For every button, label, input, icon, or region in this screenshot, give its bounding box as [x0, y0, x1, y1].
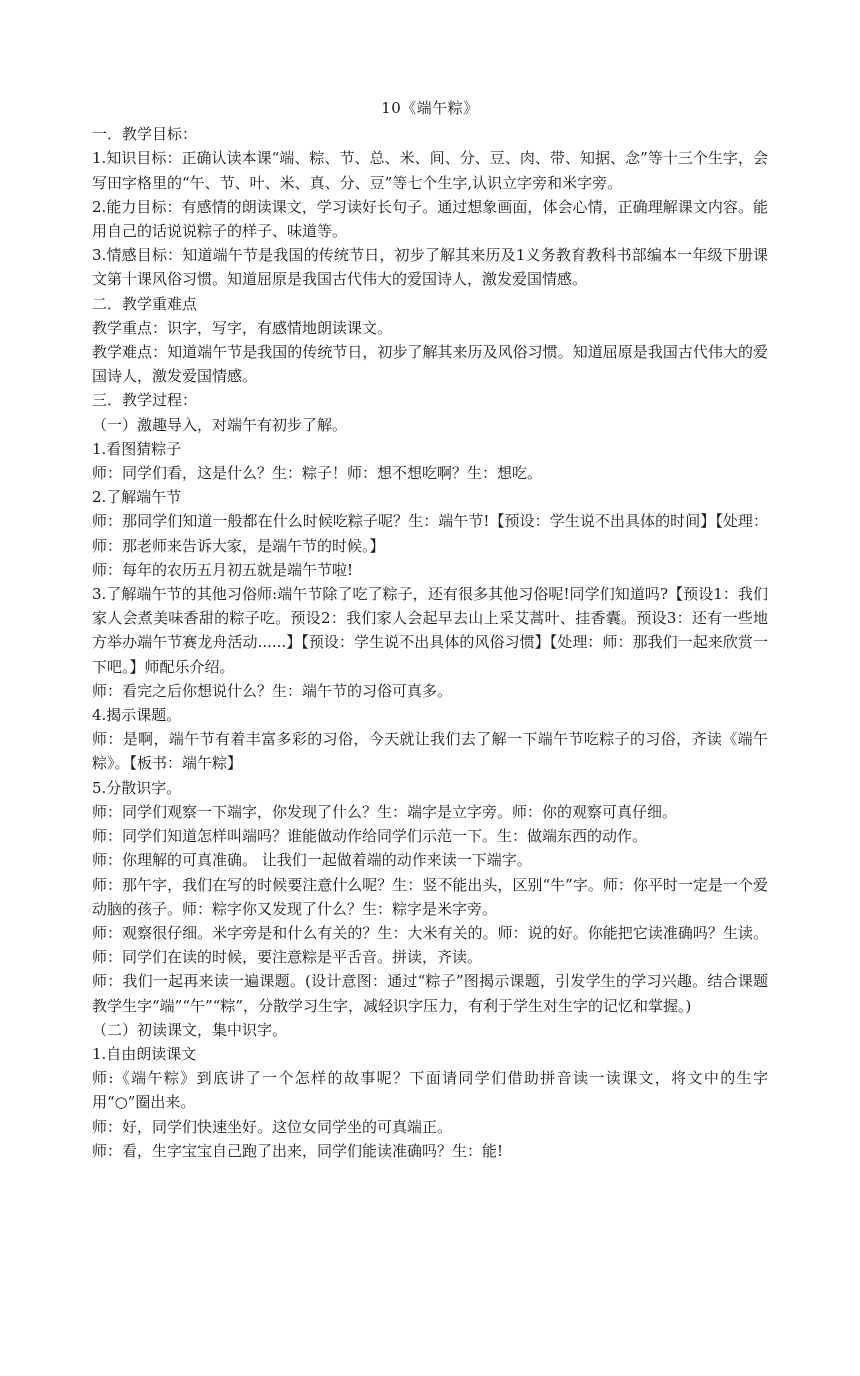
paragraph: 师：我们一起再来读一遍课题。(设计意图：通过“粽子”图揭示课题，引发学生的学习兴趣。结合课题教学生字“端”“午”“粽”，分散学习生字，减轻识字压力，有利于学生对生字的记忆和掌握。): [92, 972, 768, 1015]
paragraph: 1.看图猜粽子: [92, 439, 182, 458]
section-heading: 三．教学过程：: [92, 391, 198, 410]
paragraph: 5.分散识字。: [92, 778, 182, 797]
paragraph: 4.揭示课题。: [92, 706, 182, 725]
subsection-heading: （二）初读课文，集中识字。: [92, 1020, 288, 1039]
paragraph: 师：那同学们知道一般都在什么时候吃粽子呢？生：端午节!【预设：学生说不出具体的时间】【处理：师：那老师来告诉大家，是端午节的时候。】: [92, 512, 768, 555]
paragraph: 师：同学们观察一下端字，你发现了什么？生：端字是立字旁。师：你的观察可真仔细。: [92, 802, 678, 821]
paragraph: 师：同学们看，这是什么？生：粽子！师：想不想吃啊？生：想吃。: [92, 464, 543, 483]
document-title: 10《端午粽》: [381, 99, 479, 117]
paragraph: 3.情感目标：知道端午节是我国的传统节日，初步了解其来历及1义务教育教科书部编本一年级下册课文第十课风俗习惯。知道屈原是我国古代伟大的爱国诗人，激发爱国情感。: [92, 246, 768, 289]
paragraph: 师：同学们知道怎样叫端吗？谁能做动作给同学们示范一下。生：做端东西的动作。: [92, 827, 648, 846]
paragraph: 教学难点：知道端午节是我国的传统节日，初步了解其来历及风俗习惯。知道屈原是我国古代伟大的爱国诗人，激发爱国情感。: [92, 343, 768, 386]
paragraph: 师：你理解的可真准确。 让我们一起做着端的动作来读一下端字。: [92, 851, 532, 870]
paragraph: 2.能力目标：有感情的朗读课文，学习读好长句子。通过想象画面，体会心情，正确理解课文内容。能用自己的话说说粽子的样子、味道等。: [92, 197, 768, 241]
paragraph: 师：观察很仔细。米字旁是和什么有关的？生：大米有关的。师：说的好。你能把它读准确吗？生读。师：同学们在读的时候，要注意粽是平舌音。拼读，齐读。: [92, 923, 768, 967]
paragraph: 教学重点：识字，写字，有感情地朗读课文。: [92, 318, 393, 337]
paragraph: 一．教学目标：: [92, 125, 198, 144]
paragraph: 师：每年的农历五月初五就是端午节啦!: [92, 560, 354, 579]
paragraph: 师:《端午粽》到底讲了一个怎样的故事呢？下面请同学们借助拼音读一读课文，将文中的生字用“○”圈出来。: [92, 1069, 768, 1112]
paragraph: 师：是啊，端午节有着丰富多彩的习俗，今天就让我们去了解一下端午节吃粽子的习俗，齐读《端午粽》。【板书：端午粽】: [92, 730, 768, 773]
paragraph: 2.了解端午节: [92, 488, 182, 507]
section-heading: 二．教学重难点: [92, 294, 198, 313]
document-body: [92, 122, 768, 1163]
paragraph: 师：看完之后你想说什么？生：端午节的习俗可真多。: [92, 681, 453, 700]
paragraph: 师：好，同学们快速坐好。这位女同学坐的可真端正。: [92, 1117, 453, 1136]
paragraph: 1.自由朗读课文: [92, 1044, 197, 1063]
paragraph: 1.知识目标：正确认读本课“端、粽、节、总、米、间、分、豆、肉、带、知据、念”等十三个生字，会写田字格里的“午、节、叶、米、真、分、豆”等七个生字,认识立字旁和米字旁。: [92, 149, 768, 192]
subsection-heading: （一）激趣导入，对端午有初步了解。: [92, 415, 348, 434]
paragraph: 师：看，生字宝宝自己跑了出来，同学们能读准确吗？生：能!: [92, 1141, 504, 1160]
paragraph: 3.了解端午节的其他习俗师:端午节除了吃了粽子，还有很多其他习俗呢!同学们知道吗?【预设1：我们家人会煮美味香甜的粽子吃。预设2：我们家人会起早去山上采艾蒿叶、挂香囊。预设3：还有一些地方举办端午节赛龙舟活动......】【预设：学生说不出具体的风俗习惯】【处理：师：那我们一起来欣赏一下吧。】师配乐介绍。: [92, 585, 768, 676]
paragraph: 师：那午字，我们在写的时候要注意什么呢？生：竖不能出头，区别“牛”字。师：你平时一定是一个爱动脑的孩子。师：粽字你又发现了什么？生：粽字是米字旁。: [92, 875, 768, 918]
